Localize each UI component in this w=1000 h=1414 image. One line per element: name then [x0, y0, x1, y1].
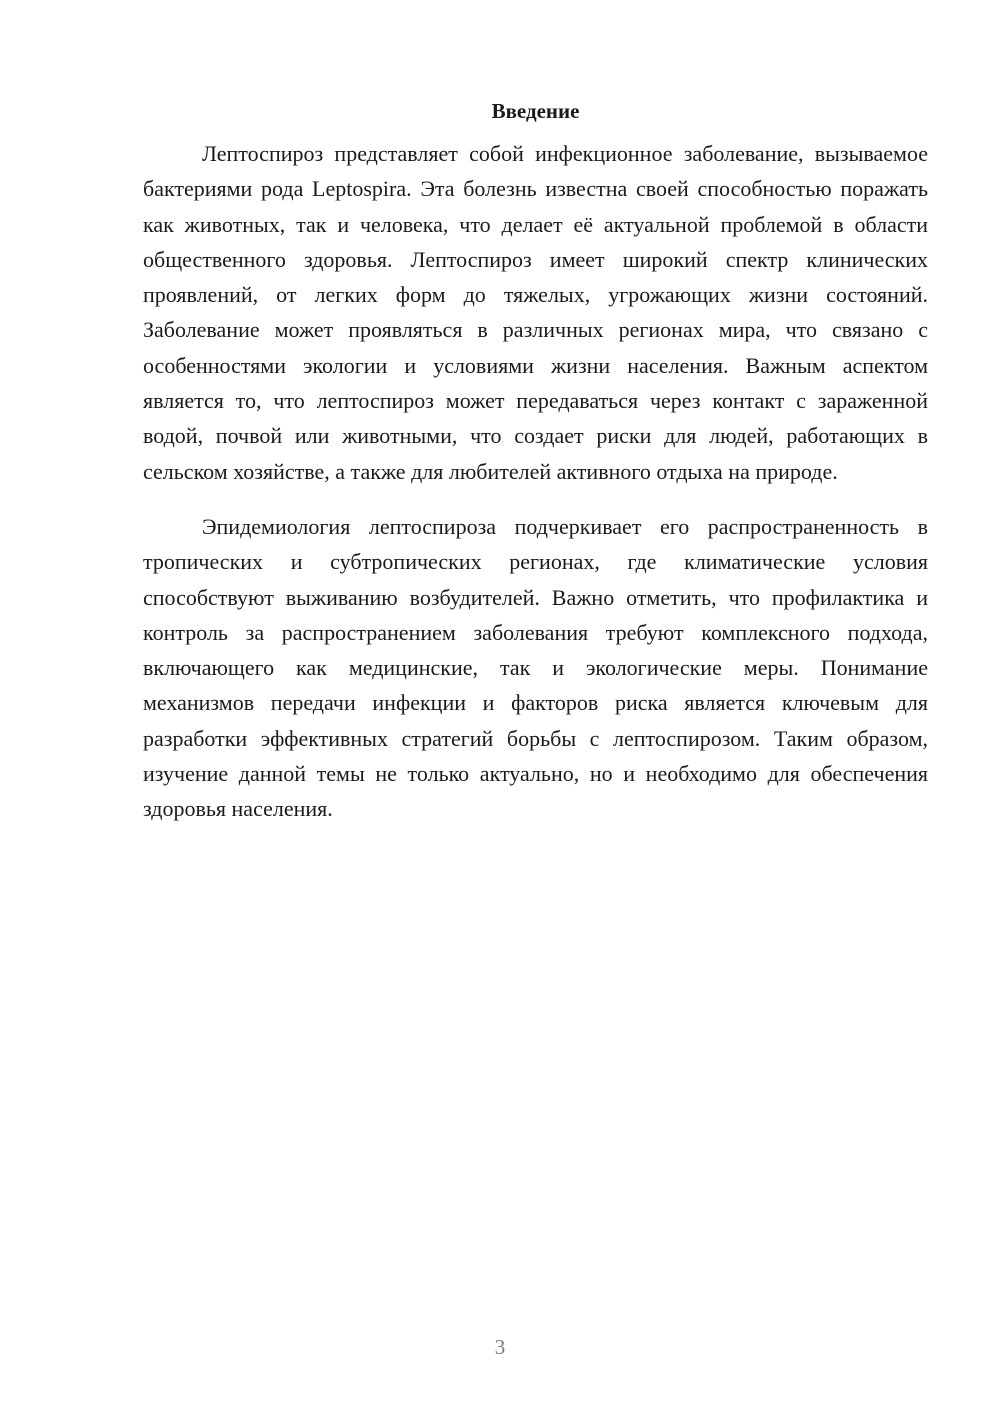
section-title: Введение [491, 99, 580, 123]
paragraph-introduction: Лептоспироз представляет собой инфекционное заболевание, вызываемое бактериями рода Leptospira. Эта болезнь известна своей способностью поражать как животных, так и человека, что делает её актуальной проблемой в области общественного здоровья. Лептоспироз имеет широкий спектр клинических проявлений, от легких форм до тяжелых, угрожающих жизни состояний. Заболевание может проявляться в различных регионах мира, что связано с особенностями экологии и условиями жизни населения. Важным аспектом является то, что лептоспироз может передаваться через контакт с зараженной водой, почвой или животными, что создает риски для людей, работающих в сельском хозяйстве, а также для любителей активного отдыха на природе. [143, 141, 928, 484]
page-number: 3 [494, 1335, 506, 1359]
page-content [143, 96, 928, 827]
paragraph-epidemiology: Эпидемиология лептоспироза подчеркивает его распространенность в тропических и субтропических регионах, где климатические условия способствуют выживанию возбудителей. Важно отметить, что профилактика и контроль за распространением заболевания требуют комплексного подхода, включающего как медицинские, так и экологические меры. Понимание механизмов передачи инфекции и факторов риска является ключевым для разработки эффективных стратегий борьбы с лептоспирозом. Таким образом, изучение данной темы не только актуально, но и необходимо для обеспечения здоровья населения. [143, 513, 928, 822]
